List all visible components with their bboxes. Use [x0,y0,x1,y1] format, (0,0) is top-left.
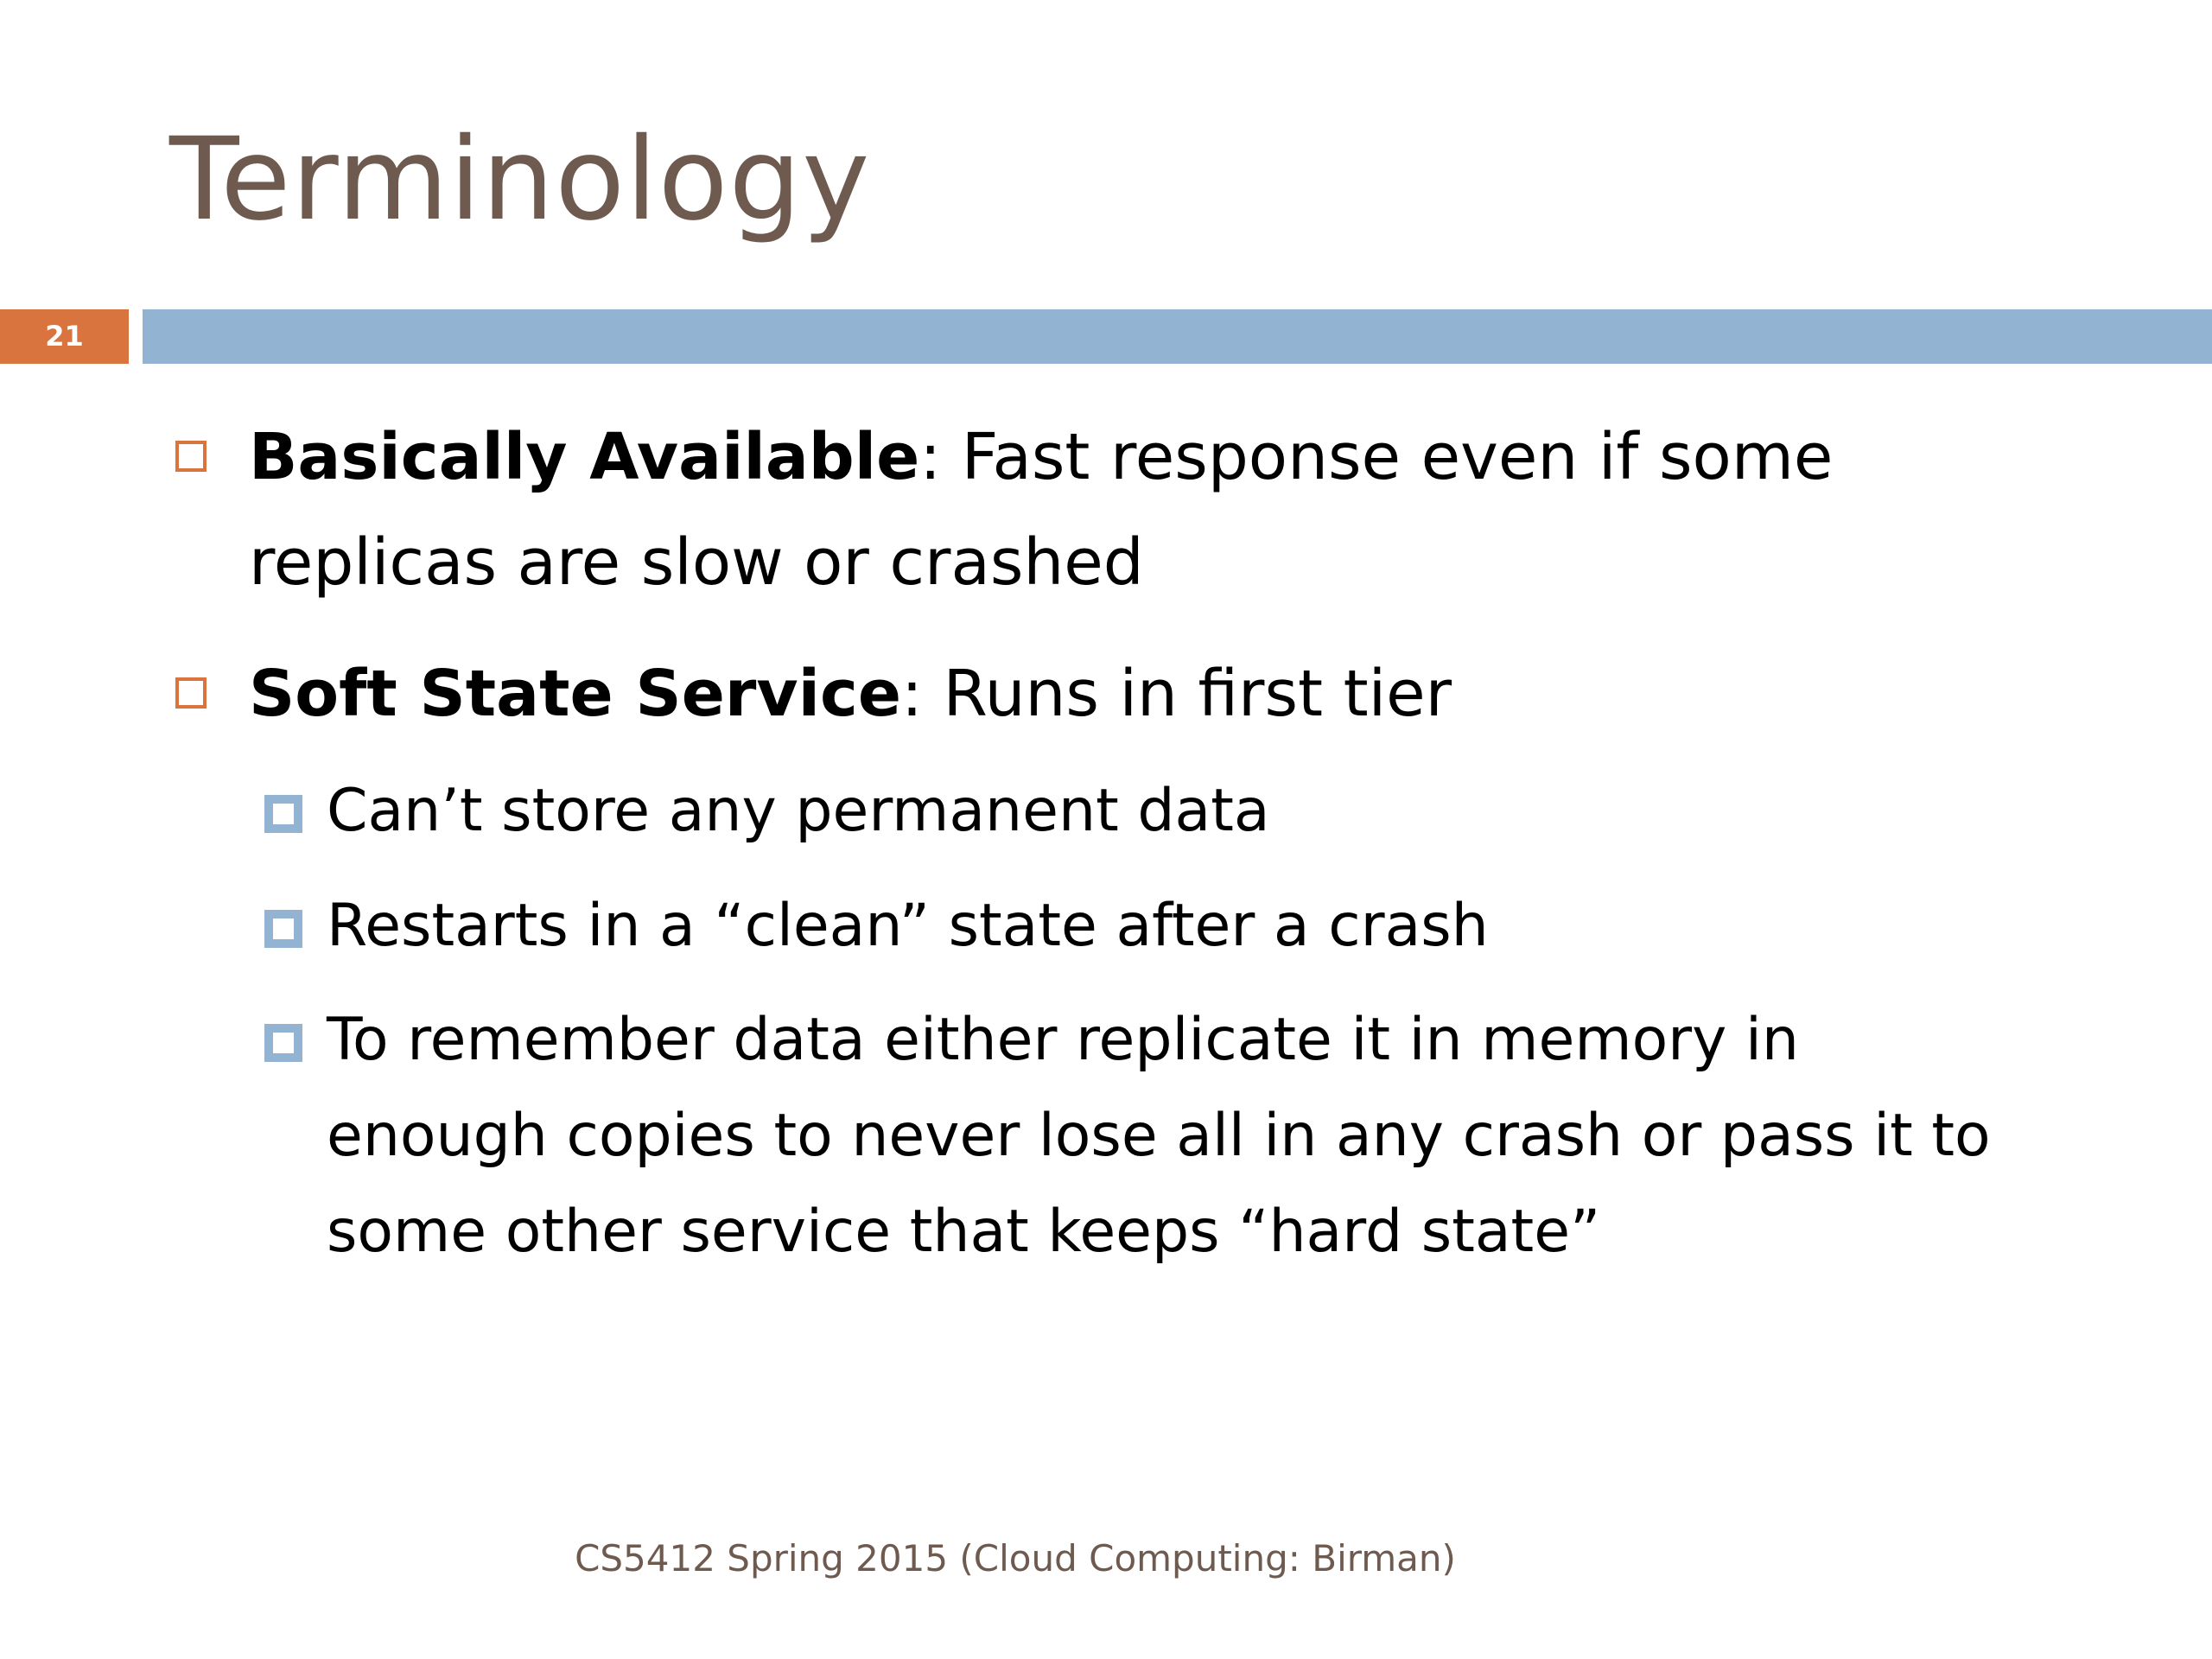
bullet-separator: : [919,420,942,494]
sub-bullet-text-line: To remember data either replicate it in memory in [327,1006,1799,1074]
slide-title: Terminology [169,113,871,246]
bullet-text-line: replicas are slow or crashed [249,525,1144,600]
slide-footer: CS5412 Spring 2015 (Cloud Computing: Birman) [575,1537,1456,1580]
hollow-square-blue-icon [264,910,302,948]
bullet-basically-available [249,404,1833,510]
sub-bullet-text-line: Restarts in a “clean” state after a crash [327,892,1489,960]
hollow-square-orange-icon [175,441,207,472]
bullet-term: Basically Available [249,420,920,494]
hollow-square-orange-icon [175,677,207,709]
hollow-square-blue-icon [264,795,302,833]
sub-bullet-continuation [327,1088,1991,1185]
bullet-term: Soft State Service [249,657,902,731]
bullet-separator: : [901,657,923,731]
sub-bullet-text-line: Can’t store any permanent data [327,777,1270,845]
sub-bullet [327,763,1270,860]
bullet-text-line: Fast response even if some [941,420,1834,494]
hollow-square-blue-icon [264,1024,302,1062]
sub-bullet [327,992,1799,1089]
bullet-text-line: Runs in first tier [922,657,1452,731]
sub-bullet-text-line: some other service that keeps “hard state” [327,1198,1601,1266]
slide-number-badge: 21 [0,309,129,364]
sub-bullet [327,878,1489,975]
sub-bullet-continuation [327,1184,1600,1281]
bullet-continuation [249,510,1144,615]
bullet-soft-state-service [249,641,1452,747]
sub-bullet-text-line: enough copies to never lose all in any crash or pass it to [327,1102,1991,1170]
